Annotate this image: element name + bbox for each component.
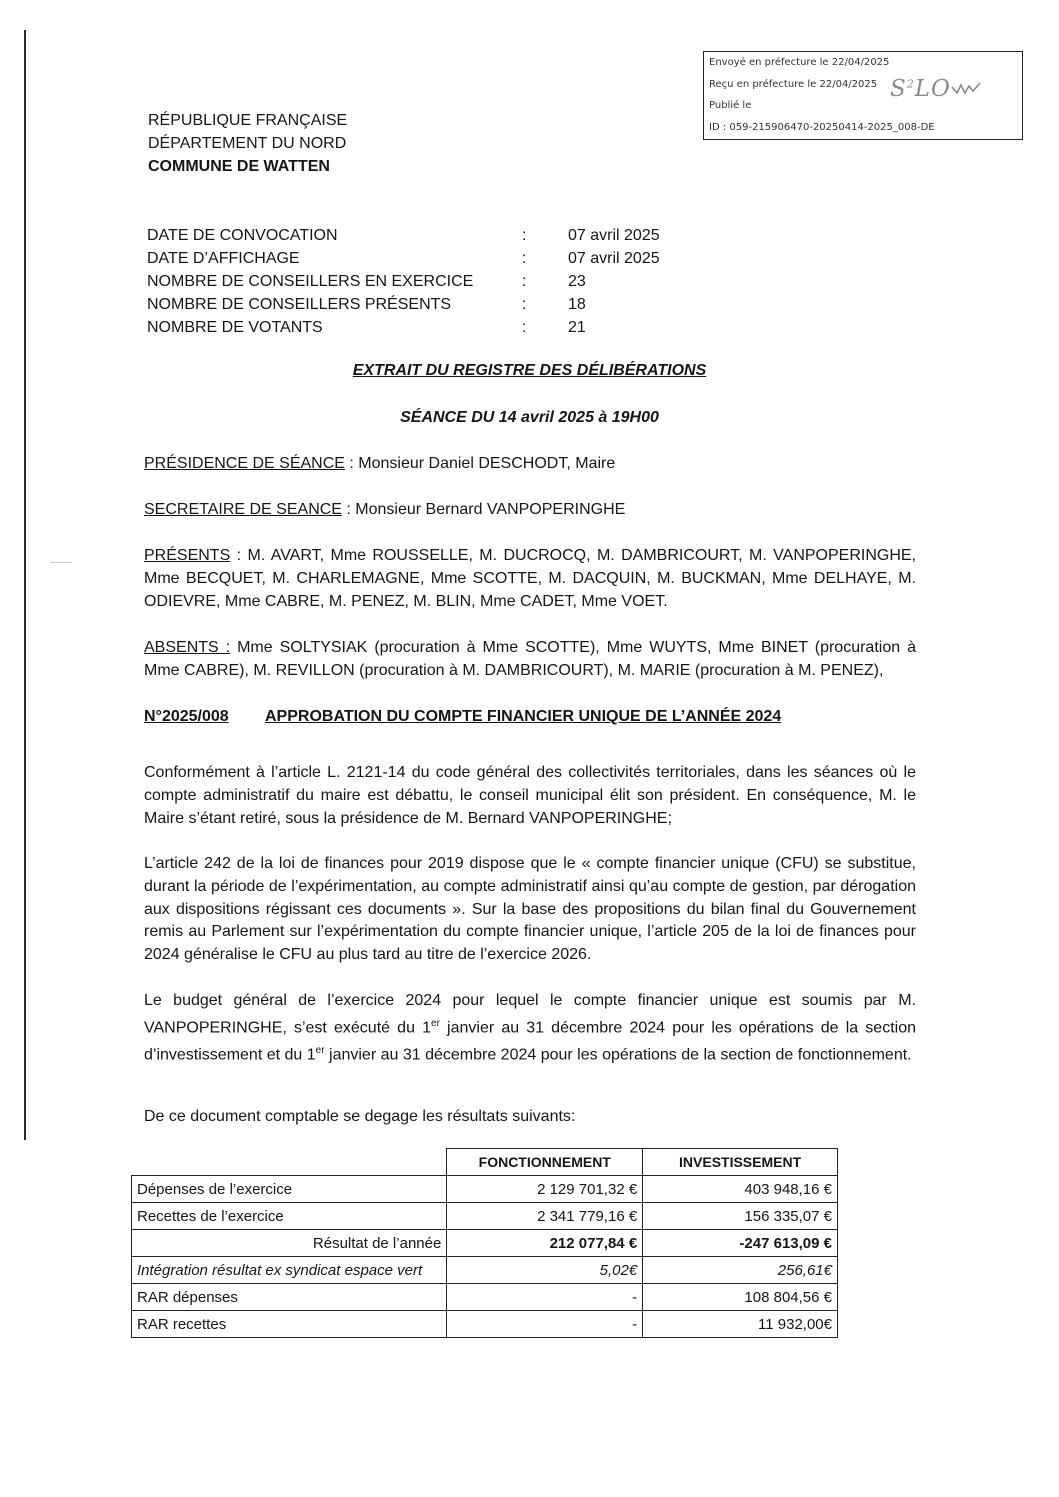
- convocation-label: DATE D’AFFICHAGE: [147, 250, 300, 267]
- cell-fonctionnement: 2 341 779,16 €: [447, 1203, 643, 1230]
- convocation-colon: :: [522, 273, 527, 290]
- row-label: Recettes de l’exercice: [132, 1203, 447, 1230]
- convocation-label: NOMBRE DE CONSEILLERS PRÉSENTS: [147, 296, 452, 313]
- table-row: [132, 1203, 838, 1230]
- table-header-row: [132, 1149, 838, 1176]
- results-intro: De ce document comptable se degage les résultats suivants:: [144, 1108, 576, 1125]
- cell-investissement: 11 932,00€: [643, 1311, 838, 1338]
- cell-fonctionnement: 212 077,84 €: [447, 1230, 643, 1257]
- cell-investissement: 256,61€: [643, 1257, 838, 1284]
- convocation-value: 07 avril 2025: [568, 227, 660, 244]
- header-commune: COMMUNE DE WATTEN: [148, 158, 330, 175]
- convocation-value: 21: [568, 319, 586, 336]
- presidence-label: PRÉSIDENCE DE SÉANCE: [144, 455, 345, 472]
- convocation-label: DATE DE CONVOCATION: [147, 227, 338, 244]
- cell-investissement: 403 948,16 €: [643, 1176, 838, 1203]
- signature-flourish-icon: [951, 82, 981, 96]
- row-label: Intégration résultat ex syndicat espace vert: [132, 1257, 447, 1284]
- cell-investissement: 156 335,07 €: [643, 1203, 838, 1230]
- secretaire-line: [144, 499, 916, 522]
- convocation-value: 18: [568, 296, 586, 313]
- secretaire-label: SECRETAIRE DE SEANCE: [144, 501, 342, 518]
- extract-title: EXTRAIT DU REGISTRE DES DÉLIBÉRATIONS: [352, 362, 707, 379]
- table-row: [132, 1257, 838, 1284]
- session-title: SÉANCE DU 14 avril 2025 à 19H00: [400, 409, 659, 426]
- row-label: Résultat de l’année: [132, 1230, 447, 1257]
- cell-fonctionnement: -: [447, 1311, 643, 1338]
- absents-label: ABSENTS :: [144, 639, 231, 656]
- presidence-line: [144, 453, 916, 476]
- row-label: Dépenses de l’exercice: [132, 1176, 447, 1203]
- header-investissement: INVESTISSEMENT: [643, 1149, 838, 1176]
- table-corner: [132, 1149, 447, 1176]
- table-row: [132, 1230, 838, 1257]
- header-republic: RÉPUBLIQUE FRANÇAISE: [148, 112, 348, 129]
- convocation-label: NOMBRE DE VOTANTS: [147, 319, 323, 336]
- absents-paragraph: [144, 637, 916, 683]
- cell-investissement: -247 613,09 €: [643, 1230, 838, 1257]
- table-row: [132, 1284, 838, 1311]
- header-fonctionnement: FONCTIONNEMENT: [447, 1149, 643, 1176]
- convocation-label: NOMBRE DE CONSEILLERS EN EXERCICE: [147, 273, 474, 290]
- convocation-value: 07 avril 2025: [568, 250, 660, 267]
- stamp-signature: $S^2LO$: [890, 76, 981, 102]
- left-margin-line: [24, 30, 26, 1140]
- paragraph-2: L’article 242 de la loi de finances pour 2019 dispose que le « compte financier unique (CFU) se substitue, durant la période de l’expérimentation, au compte administratif ainsi qu’au compte de gestion, par dérogation aux dispositions régissant ces documents ». Sur la base des propositions du bilan final du Gouvernement remis au Parlement sur l’expérimentation du compte financier unique, l’article 205 de la loi de finances pour 2024 généralise le CFU au plus tard au titre de l’exercice 2026.: [144, 855, 916, 964]
- presents-value: : M. AVART, Mme ROUSSELLE, M. DUCROCQ, M. DAMBRICOURT, M. VANPOPERINGHE, Mme BECQUET, M. CHARLEMAGNE, Mme SCOTTE, M. DACQUIN, M. BUCKMAN, Mme DELHAYE, M. ODIEVRE, Mme CABRE, M. PENEZ, M. BLIN, Mme CADET, Mme VOET.: [144, 547, 916, 610]
- cell-fonctionnement: 5,02€: [447, 1257, 643, 1284]
- stamp-published: Publié le: [709, 100, 752, 111]
- convocation-colon: :: [522, 250, 527, 267]
- convocation-colon: :: [522, 227, 527, 244]
- prefecture-stamp: [703, 51, 1023, 140]
- side-mark: [50, 562, 72, 563]
- absents-value: Mme SOLTYSIAK (procuration à Mme SCOTTE), Mme WUYTS, Mme BINET (procuration à Mme CABRE), M. REVILLON (procuration à M. DAMBRICOURT), M. MARIE (procuration à M. PENEZ),: [144, 639, 916, 679]
- stamp-received: Reçu en préfecture le 22/04/2025: [709, 79, 878, 90]
- cell-investissement: 108 804,56 €: [643, 1284, 838, 1311]
- stamp-sent: Envoyé en préfecture le 22/04/2025: [709, 57, 890, 68]
- convocation-colon: :: [522, 296, 527, 313]
- stamp-id: ID : 059-215906470-20250414-2025_008-DE: [709, 122, 935, 133]
- convocation-colon: :: [522, 319, 527, 336]
- presidence-value: : Monsieur Daniel DESCHODT, Maire: [344, 455, 616, 472]
- table-row: [132, 1311, 838, 1338]
- header-department: DÉPARTEMENT DU NORD: [148, 135, 347, 152]
- deliberation-subject: APPROBATION DU COMPTE FINANCIER UNIQUE DE L’ANNÉE 2024: [265, 708, 782, 725]
- presents-paragraph: [144, 545, 916, 613]
- paragraph-1: Conformément à l’article L. 2121-14 du code général des collectivités territoriales, dans les séances où le compte administratif du maire est débattu, le conseil municipal élit son président. En conséquence, M. le Maire s’étant retiré, sous la présidence de M. Bernard VANPOPERINGHE;: [144, 764, 916, 827]
- cell-fonctionnement: 2 129 701,32 €: [447, 1176, 643, 1203]
- presents-label: PRÉSENTS: [144, 547, 231, 564]
- table-row: [132, 1176, 838, 1203]
- cell-fonctionnement: -: [447, 1284, 643, 1311]
- row-label: RAR dépenses: [132, 1284, 447, 1311]
- row-label: RAR recettes: [132, 1311, 447, 1338]
- results-table: [131, 1148, 838, 1338]
- deliberation-number: N°2025/008: [144, 708, 229, 725]
- paragraph-3: Le budget général de l’exercice 2024 pour lequel le compte financier unique est soumis par M. VANPOPERINGHE, s’est exécuté du 1er janvier au 31 décembre 2024 pour les opérations de la section d’investissement et du 1er janvier au 31 décembre 2024 pour les opérations de la section de fonctionnement.: [144, 992, 916, 1064]
- deliberation-heading: [144, 708, 782, 726]
- secretaire-value: : Monsieur Bernard VANPOPERINGHE: [341, 501, 626, 518]
- convocation-value: 23: [568, 273, 586, 290]
- document-header: [148, 109, 347, 178]
